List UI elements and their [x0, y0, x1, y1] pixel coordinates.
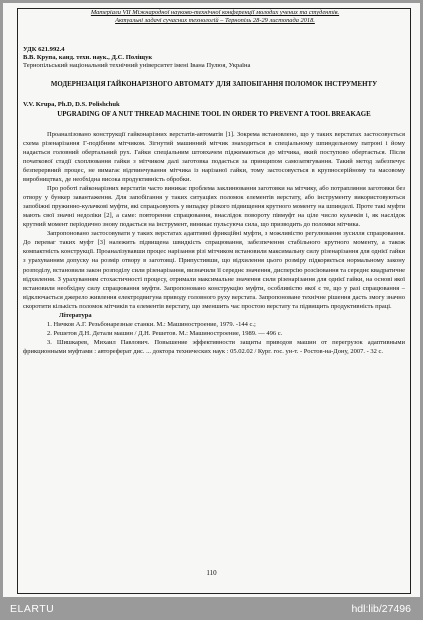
- paragraph: Про роботі гайконарізних верстатів часто виникає проблема заклинювання заготовки на мітчику, або потрапляння заготовки без отвору у бункер завантаження. Для запобігання у таких ситуаціях поломок елементів верстату, або інструменту використовуються запобіжні пружинно-кулачкові муфти, які спрацьовують у випадку різкого підвищення крутного моменту на шпинделі. Проте такі муфти мають свої значні недоліки [2], а саме: повторення спрацювання, внаслідок повороту півмуфт на ціле число кулачків і, як наслідок крутний момент періодично знову подається на інструмент, виникає пульсуюча сила, що призводить до поломки мітчика.: [23, 185, 405, 229]
- reference-item: 1. Ничков А.Г. Резьбонарезные станки. М.: Машиностроение, 1979. -144 с.;: [47, 320, 256, 328]
- reference-item: 3. Шишкарев, Михаил Павлович. Повышение эффективности защиты приводов машин от перегрузок адаптивными фрикционными муфтами : автореферат дис. ... доктора технических наук : 05.02.02 / Кург. гос. ун-т. - Ростов-на-Дону, 2007. - 32 с.: [23, 338, 405, 355]
- title-en: UPGRADING OF A NUT THREAD MACHINE TOOL IN ORDER TO PREVENT A TOOL BREAKAGE: [57, 110, 371, 118]
- paragraph: Проаналізовано конструкції гайконарізних верстатів-автоматів [1]. Зокрема встановлено, що у таких верстатах застосовується схема різенарізання Г-подібним мітчиком. Зігнутий машинний мітчик знаходиться в спеціальному шпиндельному патроні і йому надається головний обертальний рух. Гайки спеціальним штовхачем піджимаються до мітчика, який поступово обертається. Після початкової стадії схоплювання гайки з мітчиком далі заготовка подається за принципом самозатягування. Такий метод забезпечує безперервний процес, не вимагає відгвинчування мітчика із нарізаної гайки, тому застосовується в крупносерійному та масовому виробництвах, де необхідна висока продуктивність обробки.: [23, 130, 405, 184]
- running-header: [21, 9, 409, 26]
- title-ua: МОДЕРНІЗАЦІЯ ГАЙКОНАРІЗНОГО АВТОМАТУ ДЛЯ ЗАПОБІГАННЯ ПОЛОМОК ІНСТРУМЕНТУ: [50, 80, 378, 88]
- running-header-line1: Матеріали VII Міжнародної науково-технічної конференції молодих учених та студентів.: [90, 9, 340, 16]
- page-number: 110: [206, 569, 217, 577]
- page-sheet: [3, 3, 420, 597]
- repository-label: ELARTU: [10, 603, 55, 615]
- reference-item: 2. Решетов Д.Н. Детали машин / Д.Н. Решетов. М.: Машиностроение, 1989. — 496 с.: [47, 329, 283, 337]
- authors-ua: В.В. Крупа, канд. техн. наук., Д.С. Поліщук: [23, 54, 153, 62]
- handle-label: hdl:lib/27496: [351, 603, 411, 615]
- running-header-line2: Актуальні задачі сучасних технологій – Тернопіль 28-29 листопада 2018.: [115, 17, 315, 25]
- udk-code: УДК 621.992.4: [23, 46, 65, 53]
- affiliation: Тернопільський національний технічний університет імені Івана Пулюя, Україна: [23, 62, 251, 70]
- references-heading: Література: [59, 311, 92, 319]
- paragraph: Запропоновано застосовувати у таких верстатах адаптивні фрикційні муфти, з можливістю регулювання зусилля спрацювання. До переваг таких муфт [3] належить підвищена швидкість спрацювання, забезпечення стабільного крутного моменту, а також компактність конструкції. Проаналізувавши процес нарізання різі мітчиком встановили максимальну силу різенарізання для однієї гайки з урахуванням допуску на розмір отвору в заготовці. Припустивши, що відхилення цього розміру підкоряється нормальному закону розподілу, встановили закон розподілу сили різенарізання, визначили її середнє значення, дисперсію розсіювання та середнє квадратичне відхилення. З урахуванням стохастичності процесу, отримали максимальне значення сили різенарізання для однієї гайки, на основі якої встановили необхідну силу спрацювання муфти. Запропоновано конструкцію муфти, особливістю якої є те, що у разі спрацювання – відключається джерело живлення електродвигуна приводу головного руху верстата. Запропоноване технічне рішення дасть змогу значно скоротити кількість поломок мітчиків та елементів верстату, що зменшить час простою верстату та підвищить продуктивність праці.: [23, 230, 405, 310]
- authors-en: V.V. Krupa, Ph.D, D.S. Polishchuk: [23, 100, 120, 108]
- article-body: [23, 46, 405, 356]
